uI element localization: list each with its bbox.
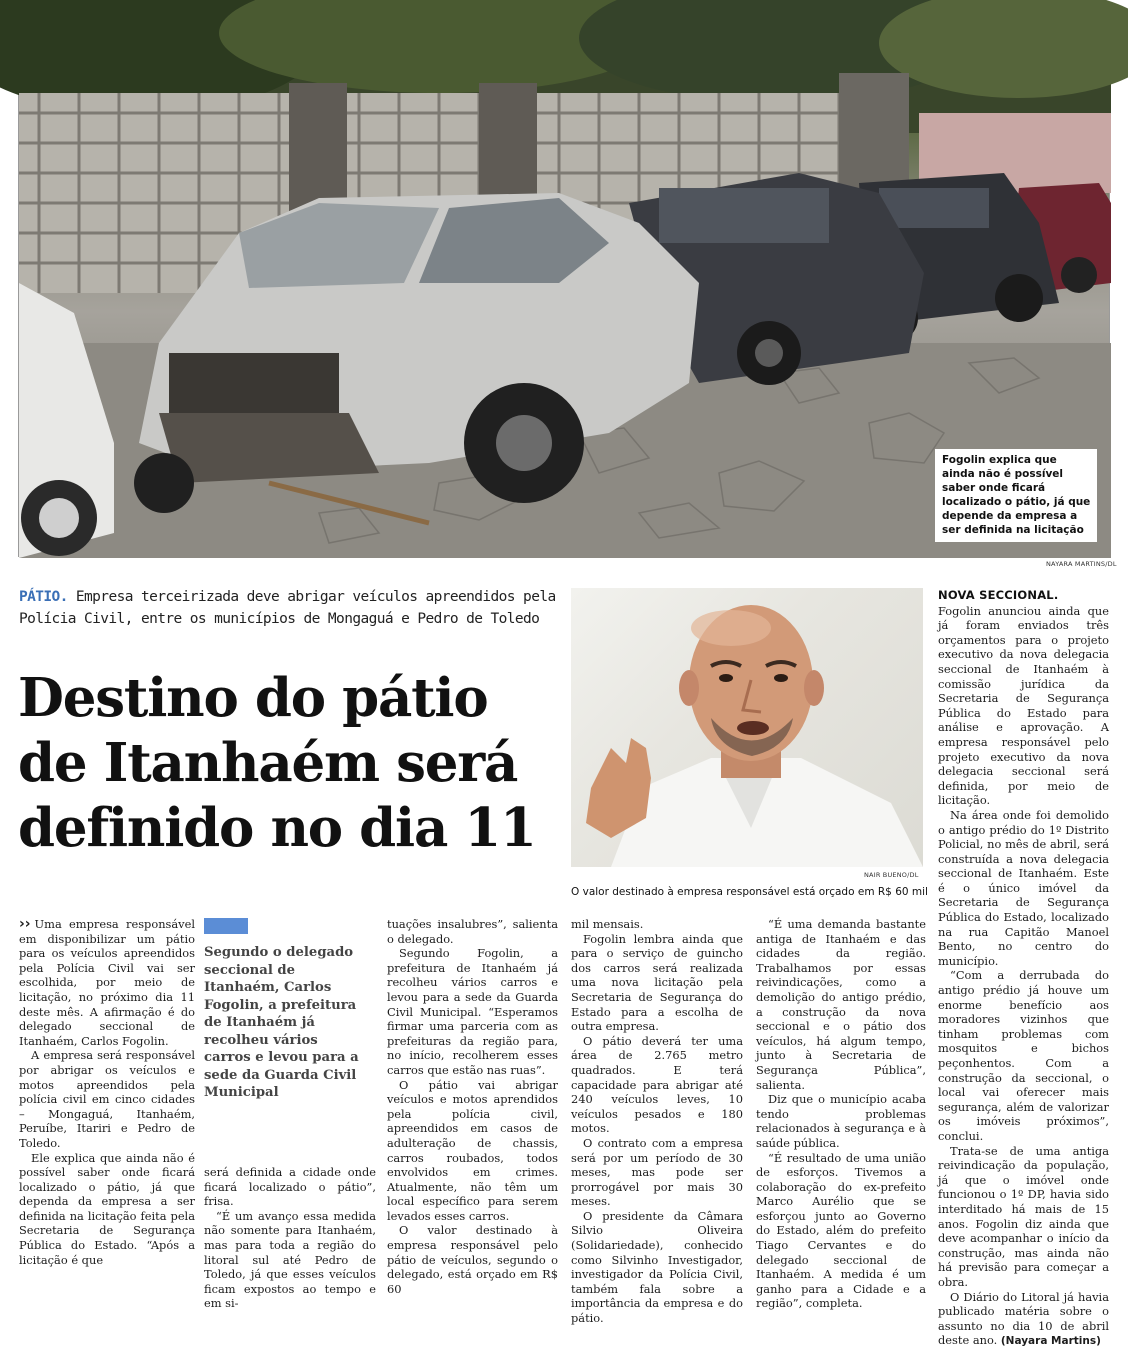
body-column-3 bbox=[387, 917, 558, 1297]
col3-paragraph-3: O pátio vai abrigar veículos e motos aprendidos pela polícia civil, apreendidos em casos de adulteração de chassis, carros roubados, todos envolvidos em crimes. Atualmente, não têm um local específico para serem levados esses carros. bbox=[387, 1077, 558, 1223]
col3-paragraph-1: tuações insalubres”, salienta o delegado. bbox=[387, 917, 558, 946]
portrait-photo bbox=[571, 588, 923, 867]
chevron-marker-icon: ›› bbox=[19, 916, 31, 932]
body-column-6 bbox=[938, 588, 1109, 1348]
headline-line-3: definido no dia 11 bbox=[18, 797, 536, 859]
body-column-1 bbox=[19, 917, 195, 1297]
col2-paragraph-2: “É um avanço essa medida não somente para Itanhaém, mas para toda a região do litoral sul até Pedro de Toledo, já que esses veículos ficam expostos ao tempo e em si- bbox=[204, 1208, 376, 1311]
col5-paragraph-3: “É resultado de uma união de esforços. Tivemos a colaboração do ex-prefeito Marco Aurélio que se esforçou junto ao Governo do Estado, além do prefeito Tiago Cervantes e do delegado seccional de Itanhaém. A medida é um ganho para a Cidade e a região”, completa. bbox=[756, 1150, 926, 1311]
col4-paragraph-2: Fogolin lembra ainda que para o serviço de guincho dos carros será realizada uma nova licitação pela Secretaria de Segurança do Estado para a escolha de outra empresa. bbox=[571, 931, 743, 1034]
top-photo bbox=[18, 12, 1110, 557]
col2-paragraph-1: será definida a cidade onde ficará localizado o pátio”, frisa. bbox=[204, 1165, 376, 1209]
portrait-photo-credit: NAIR BUENO/DL bbox=[864, 871, 919, 879]
top-photo-credit: NAYARA MARTINS/DL bbox=[1046, 560, 1117, 568]
top-photo-caption: Fogolin explica que ainda não é possível saber onde ficará localizado o pátio, já que depende da empresa a ser definida na licitação bbox=[935, 449, 1097, 542]
pull-quote-accent-bar bbox=[204, 918, 248, 934]
man-speaking-illustration bbox=[571, 588, 923, 867]
pull-quote: Segundo o delegado seccional de Itanhaém, Carlos Fogolin, a prefeitura de Itanhaém já recolheu vários carros e levou para a sede da Guarda Civil Municipal bbox=[204, 945, 359, 1100]
col4-paragraph-1: mil mensais. bbox=[571, 917, 644, 931]
headline-line-2: de Itanhaém será bbox=[18, 732, 518, 794]
body-column-2 bbox=[204, 1165, 376, 1311]
col3-paragraph-4: O valor destinado à empresa responsável pelo pátio de veículos, segundo o delegado, está orçado em R$ 60 bbox=[387, 1223, 558, 1296]
col1-paragraph-2: A empresa será responsável por abrigar os veículos e motos apreendidos pela polícia civil em cinco cidades – Mongaguá, Itanhaém, Peruíbe, Itariri e Pedro de Toledo. bbox=[19, 1048, 195, 1150]
col6-paragraph-2: Na área onde foi demolido o antigo prédio do 1º Distrito Policial, no mês de abril, será construída a nova delegacia seccional de Itanhaém. Este é o único imóvel da Secretaria de Segurança Pública do Estado, localizado na rua Capitão Manoel Bento, no centro do município. bbox=[938, 807, 1109, 968]
body-column-5 bbox=[756, 917, 926, 1311]
col6-paragraph-3: “Com a derrubada do antigo prédio já houve um enorme benefício aos moradores vizinhos que tinham problemas com mosquitos e bichos peçonhentos. Com a construção da seccional, o local vai oferecer mais segurança, além de valorizar os imóveis próximos”, conclui. bbox=[938, 968, 1109, 1143]
section-subhead: NOVA SECCIONAL. bbox=[938, 588, 1059, 602]
col5-paragraph-1: “É uma demanda bastante antiga de Itanhaém e das cidades da região. Trabalhamos por essas reivindicações, como a demolição do antigo prédio, a construção da nova seccional e o pátio dos veículos, há algum tempo, junto à Secretaria de Segurança Pública”, salienta. bbox=[756, 917, 926, 1092]
author-signature: (Nayara Martins) bbox=[1000, 1335, 1101, 1348]
col1-paragraph-1: Uma empresa responsável em disponibilizar um pátio para os veículos apreendidos pela Polícia Civil vai ser escolhida, por meio de licitação, no próximo dia 11 deste mês. A afirmação é do delegado seccional de Itanhaém, Carlos Fogolin. bbox=[19, 917, 195, 1048]
col4-paragraph-4: O contrato com a empresa será por um período de 30 meses, mas pode ser prorrogável por mais 30 meses. bbox=[571, 1135, 743, 1209]
article-kicker bbox=[19, 586, 567, 630]
body-column-4 bbox=[571, 917, 743, 1326]
kicker-text: Empresa terceirizada deve abrigar veículos apreendidos pela Polícia Civil, entre os municípios de Mongaguá e Pedro de Toledo bbox=[19, 589, 556, 627]
col1-paragraph-3: Ele explica que ainda não é possível saber onde ficará localizado o pátio, já que dependa da empresa a ser definida na licitação feita pela Secretaria de Segurança Pública do Estado. “Após a licitação é que bbox=[19, 1150, 195, 1267]
article-headline bbox=[18, 666, 574, 861]
col6-paragraph-5: O Diário do Litoral já havia publicado matéria sobre o assunto no dia 10 de abril deste ano. bbox=[938, 1289, 1109, 1348]
headline-line-1: Destino do pátio bbox=[18, 667, 488, 729]
col4-paragraph-5: O presidente da Câmara Silvio Oliveira (Solidariedade), conhecido como Silvinho Investigador, investigador da Polícia Civil, também fala sobre a importância da empresa e do pátio. bbox=[571, 1208, 743, 1326]
col6-paragraph-4: Trata-se de uma antiga reivindicação da população, já que o imóvel onde funcionou o 1º DP, havia sido interditado há mais de 15 anos. Fogolin diz ainda que deve acompanhar o início da construção, mas ainda não há previsão para começar a obra. bbox=[938, 1143, 1109, 1289]
col6-paragraph-1: Fogolin anunciou ainda que já foram enviados três orçamentos para o projeto executivo da nova delegacia seccional de Itanhaém à comissão jurídica da Secretaria de Segurança Pública do Estado para análise e aprovação. A empresa responsável pelo projeto executivo da nova delegacia seccional será definida, por meio de licitação. bbox=[938, 603, 1109, 808]
col5-paragraph-2: Diz que o município acaba tendo problemas relacionados à segurança e à saúde pública. bbox=[756, 1092, 926, 1150]
col4-paragraph-3: O pátio deverá ter uma área de 2.765 metro quadrados. E terá capacidade para abrigar até 240 veículos leves, 10 veículos pesados e 180 motos. bbox=[571, 1033, 743, 1136]
col3-paragraph-2: Segundo Fogolin, a prefeitura de Itanhaém já recolheu vários carros e levou para a sede da Guarda Civil Municipal. “Esperamos firmar uma parceria com as prefeituras da região para, no início, recolherem esses carros que estão nas ruas”. bbox=[387, 946, 558, 1077]
portrait-photo-caption: O valor destinado à empresa responsável está orçado em R$ 60 mil bbox=[571, 886, 928, 898]
kicker-tag: PÁTIO. bbox=[19, 589, 68, 605]
